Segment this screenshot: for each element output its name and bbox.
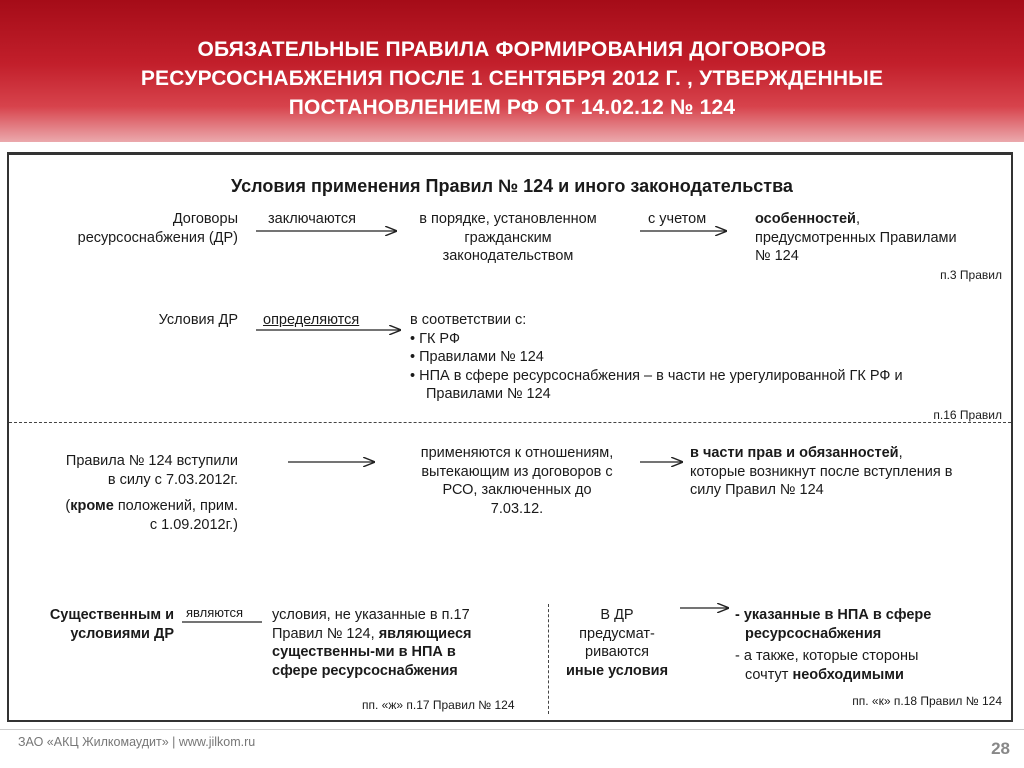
row2-list: в соответствии с: • ГК РФ • Правилами № 124 • НПА в сфере ресурсоснабжения – в части не урегулированной ГК РФ и Правилами № 124	[410, 312, 903, 402]
section-divider	[9, 422, 1011, 423]
row1-middle: в порядке, установленном гражданским законодательством	[419, 211, 597, 264]
row3-subject: Правила № 124 вступили в силу с 7.03.2012г. (кроме положений, прим. с 1.09.2012г.)	[65, 453, 238, 533]
row1-ref: п.3 Правил	[940, 268, 1002, 282]
row2-verb: определяются	[263, 312, 360, 328]
row4-result: - указанные в НПА в сфере ресурсоснабжения - а также, которые стороны сочтут необходимыми	[735, 607, 932, 683]
page-number: 28	[991, 739, 1010, 758]
row2-ref: п.16 Правил	[933, 408, 1002, 422]
row3-result: в части прав и обязанностей, которые возникнут после вступления в силу Правил № 124	[690, 445, 953, 498]
row4-right: В ДР предусмат- риваются иные условия	[565, 607, 669, 679]
row1-verb: заключаются	[268, 211, 356, 227]
row4-verb: являются	[186, 605, 244, 620]
row4-divider	[548, 604, 549, 714]
row1-result: особенностей, предусмотренных Правилами № 124	[755, 211, 957, 264]
row4-ref-right: пп. «к» п.18 Правил № 124	[852, 694, 1002, 708]
slide-title: ОБЯЗАТЕЛЬНЫЕ ПРАВИЛА ФОРМИРОВАНИЯ ДОГОВОРОВ РЕСУРСОСНАБЖЕНИЯ ПОСЛЕ 1 СЕНТЯБРЯ 2012 Г. , УТВЕРЖДЕННЫЕ ПОСТАНОВЛЕНИЕМ РФ ОТ 14.02.12 № 124	[140, 38, 884, 119]
panel-title: Условия применения Правил № 124 и иного законодательства	[231, 176, 793, 196]
row1-subject: Договоры ресурсоснабжения (ДР)	[77, 211, 238, 246]
row2-subject: Условия ДР	[158, 312, 238, 328]
footer-rule	[0, 729, 1024, 730]
row1-connector: с учетом	[648, 211, 707, 227]
row4-middle: условия, не указанные в п.17 Правил № 124, являющиеся существенны-ми в НПА в сфере ресурсоснабжения	[272, 607, 472, 679]
row4-subject: Существенным и условиями ДР	[49, 607, 174, 642]
footer-text: ЗАО «АКЦ Жилкомаудит» | www.jilkom.ru	[18, 735, 256, 749]
row4-ref-left: пп. «ж» п.17 Правил № 124	[362, 698, 515, 712]
row3-middle: применяются к отношениям, вытекающим из договоров с РСО, заключенных до 7.03.12.	[420, 445, 614, 517]
title-banner	[0, 0, 1024, 142]
